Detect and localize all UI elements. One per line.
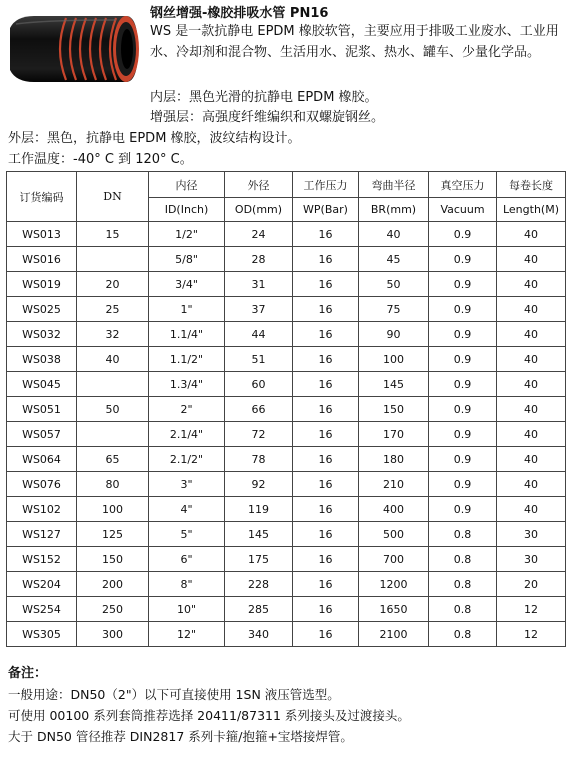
cell-order-code: WS152: [7, 547, 77, 572]
notes-heading: 备注：: [8, 666, 48, 681]
header-dn: DN: [77, 172, 149, 222]
cell-vacuum: 0.9: [429, 497, 497, 522]
cell-inner-diameter: 8": [149, 572, 225, 597]
cell-bend-radius: 2100: [359, 622, 429, 647]
cell-order-code: WS064: [7, 447, 77, 472]
cell-bend-radius: 45: [359, 247, 429, 272]
cell-length: 40: [497, 447, 566, 472]
cell-working-pressure: 16: [293, 497, 359, 522]
cell-outer-diameter: 44: [225, 322, 293, 347]
cell-inner-diameter: 6": [149, 547, 225, 572]
cell-inner-diameter: 4": [149, 497, 225, 522]
table-row: [7, 572, 566, 597]
cell-order-code: WS305: [7, 622, 77, 647]
table-row: [7, 297, 566, 322]
header-vacuum: 真空压力: [429, 172, 497, 198]
cell-length: 40: [497, 472, 566, 497]
cell-working-pressure: 16: [293, 597, 359, 622]
cell-inner-diameter: 2": [149, 397, 225, 422]
cell-outer-diameter: 92: [225, 472, 293, 497]
cell-bend-radius: 700: [359, 547, 429, 572]
header-wp-bar: WP(Bar): [293, 198, 359, 222]
cell-length: 20: [497, 572, 566, 597]
cell-bend-radius: 40: [359, 222, 429, 247]
cell-length: 30: [497, 547, 566, 572]
cell-dn: 125: [77, 522, 149, 547]
cell-vacuum: 0.8: [429, 597, 497, 622]
header-working-pressure: 工作压力: [293, 172, 359, 198]
cell-length: 40: [497, 497, 566, 522]
reinforcement-text: 增强层：高强度纤维编织和双螺旋钢丝。: [150, 110, 385, 125]
cell-order-code: WS127: [7, 522, 77, 547]
cell-bend-radius: 400: [359, 497, 429, 522]
cell-working-pressure: 16: [293, 522, 359, 547]
header-vacuum-unit: Vacuum: [429, 198, 497, 222]
cell-dn: [77, 247, 149, 272]
cell-vacuum: 0.9: [429, 272, 497, 297]
cell-order-code: WS204: [7, 572, 77, 597]
outer-layer-text: 外层：黑色，抗静电 EPDM 橡胶，波纹结构设计。: [8, 131, 301, 146]
cell-length: 40: [497, 422, 566, 447]
header-order-code: 订货编码: [7, 172, 77, 222]
cell-bend-radius: 90: [359, 322, 429, 347]
cell-working-pressure: 16: [293, 472, 359, 497]
cell-inner-diameter: 10": [149, 597, 225, 622]
cell-outer-diameter: 28: [225, 247, 293, 272]
cell-dn: [77, 422, 149, 447]
spec-table: [6, 171, 566, 647]
table-row: [7, 497, 566, 522]
cell-bend-radius: 75: [359, 297, 429, 322]
cell-outer-diameter: 37: [225, 297, 293, 322]
cell-inner-diameter: 5/8": [149, 247, 225, 272]
table-row: [7, 472, 566, 497]
cell-vacuum: 0.9: [429, 397, 497, 422]
cell-length: 40: [497, 272, 566, 297]
cell-length: 12: [497, 597, 566, 622]
cell-working-pressure: 16: [293, 372, 359, 397]
cell-vacuum: 0.9: [429, 247, 497, 272]
notes-section: [8, 663, 410, 747]
cell-length: 40: [497, 347, 566, 372]
cell-dn: 150: [77, 547, 149, 572]
cell-bend-radius: 1650: [359, 597, 429, 622]
note-line: 可使用 00100 系列套筒推荐选择 20411/87311 系列接头及过渡接头。: [8, 708, 410, 723]
header-br-mm: BR(mm): [359, 198, 429, 222]
cell-inner-diameter: 2.1/4": [149, 422, 225, 447]
cell-length: 40: [497, 397, 566, 422]
cell-order-code: WS057: [7, 422, 77, 447]
cell-order-code: WS254: [7, 597, 77, 622]
cell-bend-radius: 170: [359, 422, 429, 447]
table-row: [7, 322, 566, 347]
table-row: [7, 522, 566, 547]
cell-working-pressure: 16: [293, 247, 359, 272]
note-line: 大于 DN50 管径推荐 DIN2817 系列卡箍/抱箍+宝塔接焊管。: [8, 729, 353, 744]
spec-table-body: [7, 222, 566, 647]
inner-layer-text: 内层：黑色光滑的抗静电 EPDM 橡胶。: [150, 90, 378, 105]
cell-inner-diameter: 5": [149, 522, 225, 547]
cell-dn: 40: [77, 347, 149, 372]
cell-vacuum: 0.9: [429, 472, 497, 497]
cell-bend-radius: 145: [359, 372, 429, 397]
table-row: [7, 422, 566, 447]
header-length: 每卷长度: [497, 172, 566, 198]
cell-working-pressure: 16: [293, 322, 359, 347]
cell-working-pressure: 16: [293, 447, 359, 472]
cell-bend-radius: 100: [359, 347, 429, 372]
cell-inner-diameter: 1/2": [149, 222, 225, 247]
cell-vacuum: 0.8: [429, 622, 497, 647]
cell-vacuum: 0.9: [429, 347, 497, 372]
cell-vacuum: 0.9: [429, 322, 497, 347]
cell-inner-diameter: 1.1/4": [149, 322, 225, 347]
table-row: [7, 222, 566, 247]
cell-length: 40: [497, 297, 566, 322]
header-id-inch: ID(Inch): [149, 198, 225, 222]
cell-outer-diameter: 285: [225, 597, 293, 622]
cell-inner-diameter: 1.1/2": [149, 347, 225, 372]
table-row: [7, 247, 566, 272]
cell-order-code: WS013: [7, 222, 77, 247]
hose-product-image: [6, 6, 144, 92]
cell-dn: 100: [77, 497, 149, 522]
spec-table-header: [7, 172, 566, 222]
working-temperature-text: 工作温度：-40° C 到 120° C。: [8, 152, 193, 167]
cell-outer-diameter: 66: [225, 397, 293, 422]
cell-vacuum: 0.9: [429, 447, 497, 472]
cell-inner-diameter: 1.3/4": [149, 372, 225, 397]
cell-length: 40: [497, 372, 566, 397]
header-od-mm: OD(mm): [225, 198, 293, 222]
cell-vacuum: 0.8: [429, 547, 497, 572]
cell-outer-diameter: 78: [225, 447, 293, 472]
cell-dn: 50: [77, 397, 149, 422]
cell-working-pressure: 16: [293, 422, 359, 447]
cell-dn: 300: [77, 622, 149, 647]
cell-inner-diameter: 2.1/2": [149, 447, 225, 472]
cell-length: 40: [497, 247, 566, 272]
cell-outer-diameter: 24: [225, 222, 293, 247]
cell-outer-diameter: 72: [225, 422, 293, 447]
cell-working-pressure: 16: [293, 297, 359, 322]
table-row: [7, 622, 566, 647]
cell-inner-diameter: 3": [149, 472, 225, 497]
cell-order-code: WS032: [7, 322, 77, 347]
cell-outer-diameter: 51: [225, 347, 293, 372]
table-row: [7, 447, 566, 472]
cell-bend-radius: 1200: [359, 572, 429, 597]
header-length-m: Length(M): [497, 198, 566, 222]
cell-vacuum: 0.9: [429, 372, 497, 397]
cell-order-code: WS019: [7, 272, 77, 297]
cell-outer-diameter: 228: [225, 572, 293, 597]
cell-working-pressure: 16: [293, 547, 359, 572]
table-row: [7, 272, 566, 297]
cell-inner-diameter: 3/4": [149, 272, 225, 297]
cell-length: 40: [497, 322, 566, 347]
cell-length: 40: [497, 222, 566, 247]
cell-bend-radius: 150: [359, 397, 429, 422]
table-row: [7, 372, 566, 397]
cell-working-pressure: 16: [293, 347, 359, 372]
cell-outer-diameter: 60: [225, 372, 293, 397]
table-row: [7, 347, 566, 372]
cell-dn: [77, 372, 149, 397]
cell-order-code: WS038: [7, 347, 77, 372]
cell-bend-radius: 180: [359, 447, 429, 472]
cell-outer-diameter: 175: [225, 547, 293, 572]
cell-length: 30: [497, 522, 566, 547]
cell-order-code: WS016: [7, 247, 77, 272]
cell-vacuum: 0.8: [429, 522, 497, 547]
cell-order-code: WS076: [7, 472, 77, 497]
header-bend-radius: 弯曲半径: [359, 172, 429, 198]
note-line: 一般用途：DN50（2"）以下可直接使用 1SN 液压管选型。: [8, 687, 340, 702]
cell-vacuum: 0.9: [429, 297, 497, 322]
cell-order-code: WS051: [7, 397, 77, 422]
cell-working-pressure: 16: [293, 622, 359, 647]
cell-outer-diameter: 31: [225, 272, 293, 297]
cell-dn: 15: [77, 222, 149, 247]
cell-dn: 65: [77, 447, 149, 472]
cell-order-code: WS025: [7, 297, 77, 322]
cell-order-code: WS102: [7, 497, 77, 522]
cell-working-pressure: 16: [293, 397, 359, 422]
cell-bend-radius: 210: [359, 472, 429, 497]
product-title: 钢丝增强-橡胶排吸水管 PN16: [150, 6, 329, 21]
header-outer-diameter: 外径: [225, 172, 293, 198]
header-inner-diameter: 内径: [149, 172, 225, 198]
cell-dn: 20: [77, 272, 149, 297]
cell-vacuum: 0.9: [429, 222, 497, 247]
cell-vacuum: 0.9: [429, 422, 497, 447]
cell-bend-radius: 50: [359, 272, 429, 297]
cell-dn: 25: [77, 297, 149, 322]
cell-vacuum: 0.8: [429, 572, 497, 597]
cell-inner-diameter: 1": [149, 297, 225, 322]
cell-working-pressure: 16: [293, 222, 359, 247]
product-description: WS 是一款抗静电 EPDM 橡胶软管，主要应用于排吸工业废水、工业用水、冷却剂和混合物、生活用水、泥浆、热水、罐车、少量化学品。: [150, 24, 559, 60]
cell-bend-radius: 500: [359, 522, 429, 547]
cell-dn: 80: [77, 472, 149, 497]
cell-inner-diameter: 12": [149, 622, 225, 647]
cell-outer-diameter: 145: [225, 522, 293, 547]
cell-outer-diameter: 119: [225, 497, 293, 522]
cell-outer-diameter: 340: [225, 622, 293, 647]
cell-dn: 200: [77, 572, 149, 597]
table-row: [7, 597, 566, 622]
cell-dn: 250: [77, 597, 149, 622]
cell-dn: 32: [77, 322, 149, 347]
cell-working-pressure: 16: [293, 572, 359, 597]
cell-order-code: WS045: [7, 372, 77, 397]
table-row: [7, 547, 566, 572]
cell-length: 12: [497, 622, 566, 647]
cell-working-pressure: 16: [293, 272, 359, 297]
table-row: [7, 397, 566, 422]
